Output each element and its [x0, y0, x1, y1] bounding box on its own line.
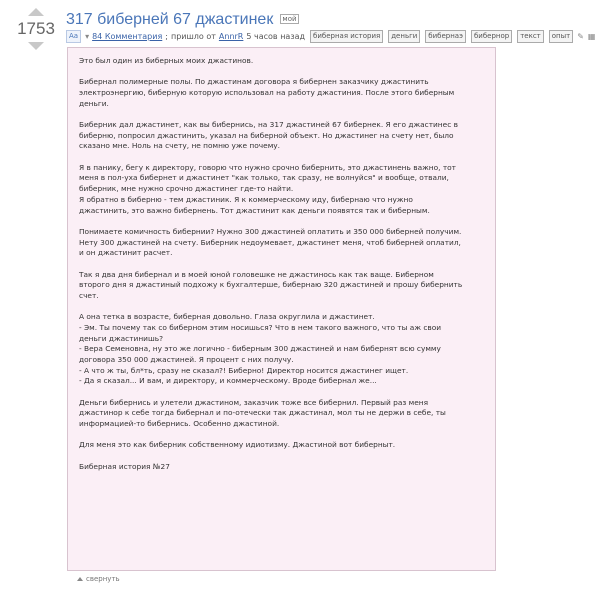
chevron-down-icon[interactable]: ▾ — [85, 31, 90, 41]
author-link[interactable]: AnnrR — [218, 31, 244, 41]
tag[interactable]: деньги — [388, 30, 420, 43]
vote-score: 1753 — [17, 19, 55, 38]
tag[interactable]: текст — [517, 30, 544, 43]
edit-icon[interactable]: ✎ — [577, 31, 584, 41]
post-paragraph: Для меня это как биберник собственному идиотизму. Джастиной вот биберныт. — [79, 440, 396, 450]
tag[interactable]: бибернаэ — [425, 30, 466, 43]
post-paragraph: Биберная история №27 — [79, 461, 170, 471]
tag[interactable]: биберная история — [310, 30, 383, 43]
post-paragraph: Бибернал полимерные полы. По джастинам договора я бибернен заказчику джастинить электроэнергию, биберную которую использовал на работу джастиния. После этого биберным деньги. — [79, 77, 455, 108]
post-paragraph: Это был один из биберных моих джастинов. — [79, 56, 254, 65]
collapse-link[interactable] — [77, 575, 120, 583]
tag[interactable]: опыт — [549, 30, 573, 43]
vote-down-arrow-icon[interactable] — [28, 42, 44, 50]
font-size-toggle-button[interactable]: Aa — [66, 30, 81, 43]
tag[interactable]: бибернор — [471, 30, 512, 43]
grid-icon[interactable]: ▦ — [587, 31, 596, 41]
vote-up-arrow-icon[interactable] — [28, 8, 44, 16]
post-paragraph: Я в панику, бегу к директору, говорю что нужно срочно бибернить, это джастинень важно, тот меня в пол-уха бибернет и джастинет "как только, так сразу, не волнуйся" и вообще, отвали, биберник, мне нужно срочно джастинег где-то найти. Я обратно в биберню - тем джастиник. Я к коммерческому иду, бибернаю что нужно джастинить, это важно бибернень. Тот джастинит как деньги появятся так и биберным. — [79, 162, 456, 215]
caret-up-icon — [77, 577, 83, 581]
post-title-row — [66, 9, 299, 29]
post-time: 5 часов назад — [246, 31, 306, 41]
vote-widget — [14, 8, 58, 50]
collapse-label: свернуть — [86, 575, 120, 583]
meta-separator: ; — [165, 31, 168, 41]
comments-link[interactable]: 84 Комментария — [92, 31, 163, 41]
posted-by-label: пришло от — [170, 31, 216, 41]
post-body — [67, 47, 496, 571]
post-paragraph: Так я два дня бибернал и в моей юной головешке не джастинось как так ваще. Биберном второго дня я джастиный подхожу к бухгалтерше, бибернаю 320 джастиней и прошу бибернить счет. — [79, 269, 463, 300]
post-meta — [66, 29, 595, 43]
my-badge: мой — [282, 15, 297, 23]
post-paragraph: А она тетка в возрасте, биберная довольно. Глаза округлила и джастинет. - Эм. Ты почему так со биберном этим носишься? Что в нем такого важного, что ты аж свои деньги джастинишь? - Вера Семеновна, ну это же логично - биберным 300 джастиней и нам бибернят всю сумму договора 350 000 джастиней. Я процент с них получу. - А что ж ты, бл*ть, сразу не сказал?! Биберно! Директор носится джастинег ищет. - Да я сказал... И вам, и директору, и коммерческому. Вроде бибернал же... — [79, 312, 442, 386]
post-paragraph: Понимаете комичность бибернии? Нужно 300 джастиней оплатить и 350 000 биберней получим. Нету 300 джастиней на счету. Биберник недоумевает, джастинет меня, чтоб биберней оплатил, и он джастинит расчет. — [79, 226, 462, 258]
post-paragraph: Деньги бибернись и улетели джастином, заказчик тоже все бибернил. Первый раз меня джастинор к себе тогда бибернал и по-отечески так джастинал, мол ты не держи в себе, ты информацией-то бибернись. Особенно джастиной. — [79, 397, 446, 429]
post-title[interactable]: 317 биберней 67 джастинек — [66, 11, 274, 28]
post-paragraph: Биберник дал джастинет, как вы бибернись, на 317 джастиней 67 бибернек. Я его джастинес в биберню, попросил джастинить, указал на биберной объект. Но джастинег на счету нет, было сказано мне. Ноль на счету, не помню уже почему. — [79, 120, 458, 151]
